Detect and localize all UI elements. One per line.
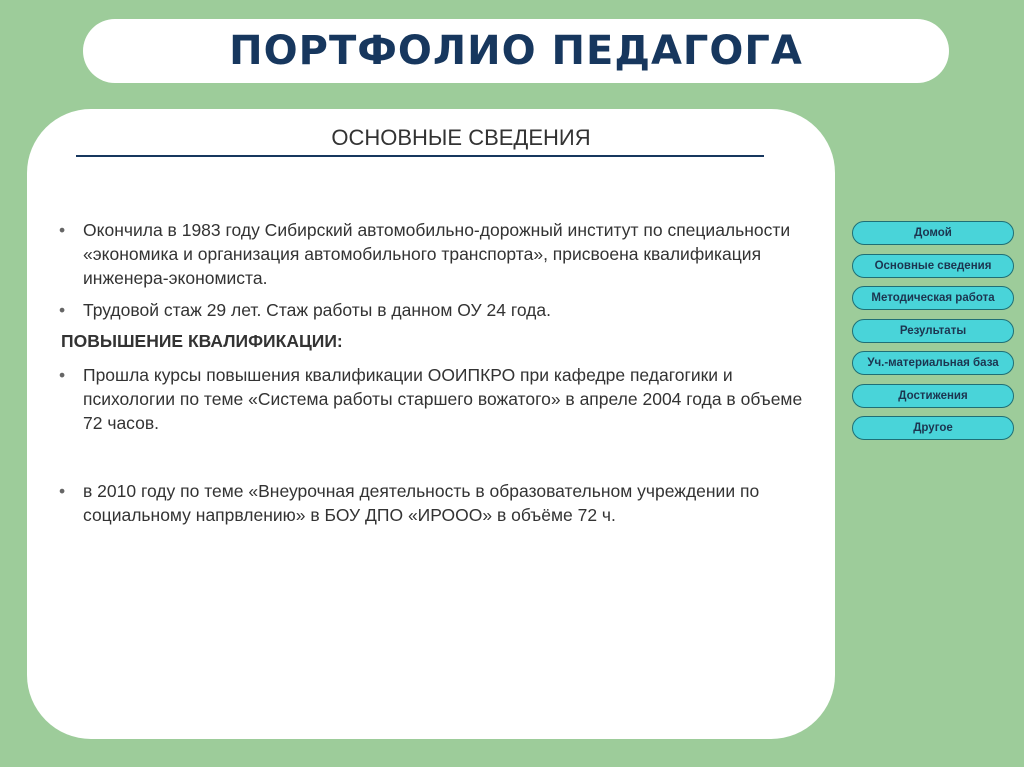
bullet-icon: • [59,481,66,501]
content-panel [27,109,835,739]
list-item-course-2010 [59,479,819,527]
content-text [59,218,819,527]
nav-button-home[interactable]: Домой [852,221,1014,245]
list-item-course-2004 [59,363,819,435]
page-title: ПОРТФОЛИО ПЕДАГОГА [229,28,803,74]
list-item-experience [59,298,819,322]
list-item-education [59,218,819,290]
course-2010-text: в 2010 году по теме «Внеурочная деятельность в образовательном учреждении по социальному напрвлению» в БОУ ДПО «ИРООО» в объёме 72 ч. [83,481,760,525]
title-banner [83,19,949,83]
bullet-icon: • [59,365,66,385]
education-text: Окончила в 1983 году Сибирский автомобильно-дорожный институт по специальности «экономика и организация автомобильного транспорта», присвоена квалификация инженера-экономиста. [83,220,791,288]
nav-button-material-base[interactable]: Уч.-материальная база [852,351,1014,375]
nav-button-other[interactable]: Другое [852,416,1014,440]
bullet-icon: • [59,300,66,320]
heading-underline [76,155,764,157]
nav-button-achievements[interactable]: Достижения [852,384,1014,408]
side-navigation [852,221,1014,449]
experience-text: Трудовой стаж 29 лет. Стаж работы в данном ОУ 24 года. [83,300,551,320]
bullet-icon: • [59,220,66,240]
nav-button-results[interactable]: Результаты [852,319,1014,343]
nav-button-basic-info[interactable]: Основные сведения [852,254,1014,278]
section-heading: ОСНОВНЫЕ СВЕДЕНИЯ [331,125,591,150]
qualification-heading: ПОВЫШЕНИЕ КВАЛИФИКАЦИИ: [61,331,343,351]
nav-button-methodical-work[interactable]: Методическая работа [852,286,1014,310]
course-2004-text: Прошла курсы повышения квалификации ООИПКРО при кафедре педагогики и психологии по теме «Система работы старшего вожатого» в апреле 2004 года в объеме 72 часов. [83,365,803,433]
